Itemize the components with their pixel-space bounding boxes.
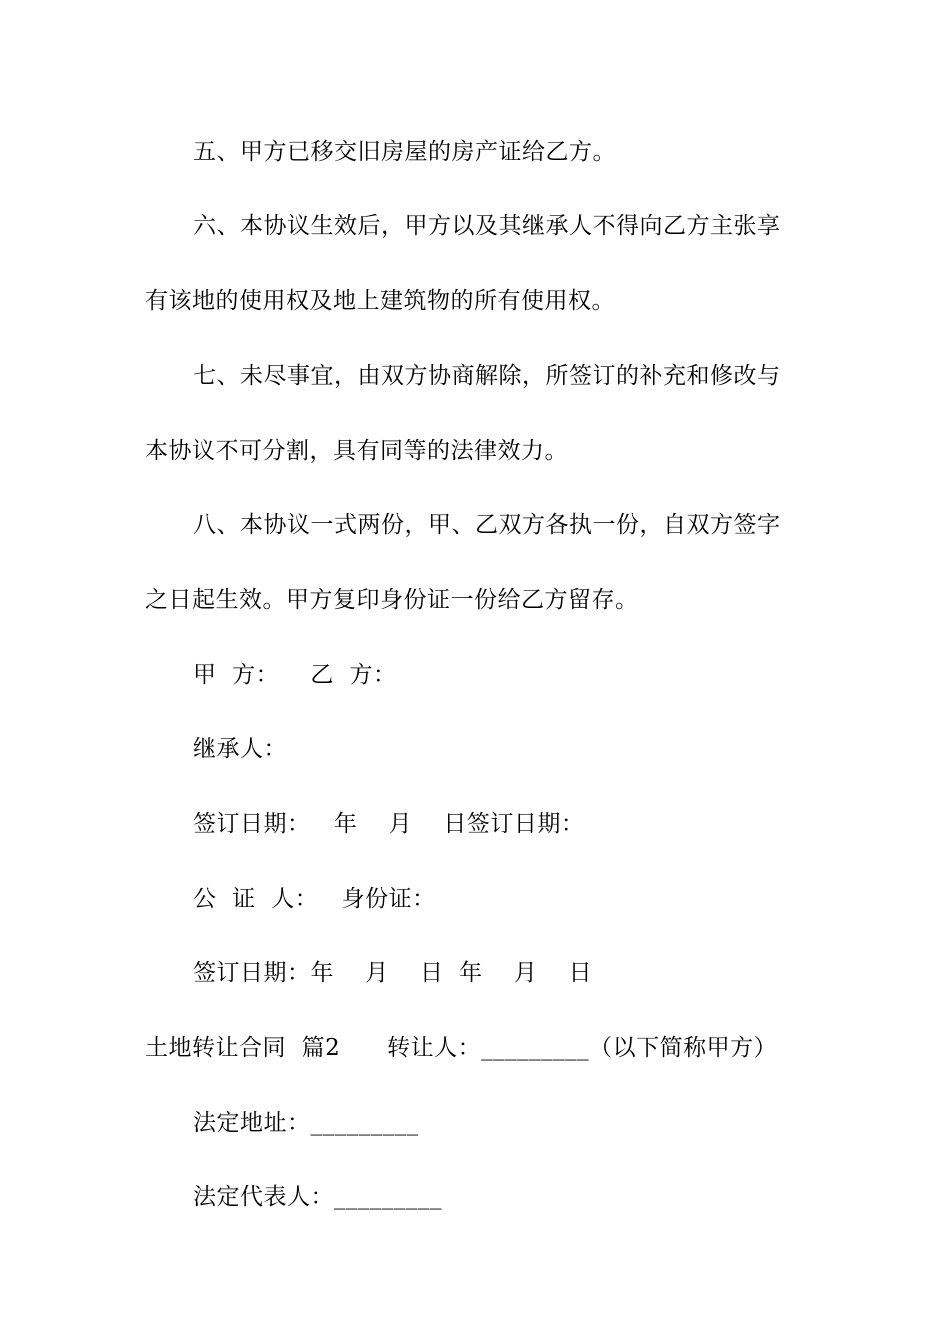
clause-8-line-1: 八、本协议一式两份，甲、乙双方各执一份，自双方签字: [193, 512, 781, 538]
signing-date-line-2: 签订日期：年 月 日 年 月 日: [193, 960, 593, 986]
clause-8-line-2: 之日起生效。甲方复印身份证一份给乙方留存。: [145, 587, 639, 613]
clause-7-line-2: 本协议不可分割，具有同等的法律效力。: [145, 438, 568, 464]
clause-5: 五、甲方已移交旧房屋的房产证给乙方。: [193, 139, 616, 165]
party-signature-line: 甲 方： 乙 方：: [193, 662, 397, 688]
clause-6-line-1: 六、本协议生效后，甲方以及其继承人不得向乙方主张享: [193, 213, 781, 239]
contract-2-heading: 土地转让合同 篇2 转让人：_________（以下简称甲方）: [145, 1035, 778, 1061]
clause-6-line-2: 有该地的使用权及地上建筑物的所有使用权。: [145, 288, 615, 314]
notary-line: 公 证 人： 身份证：: [193, 886, 436, 912]
clause-7-line-1: 七、未尽事宜，由双方协商解除，所签订的补充和修改与: [193, 363, 781, 389]
legal-address-line: 法定地址：_________: [193, 1110, 419, 1136]
signing-date-line-1: 签订日期： 年 月 日签订日期：: [193, 811, 585, 837]
legal-representative-line: 法定代表人：_________: [193, 1184, 442, 1210]
heir-line: 继承人：: [193, 736, 287, 762]
